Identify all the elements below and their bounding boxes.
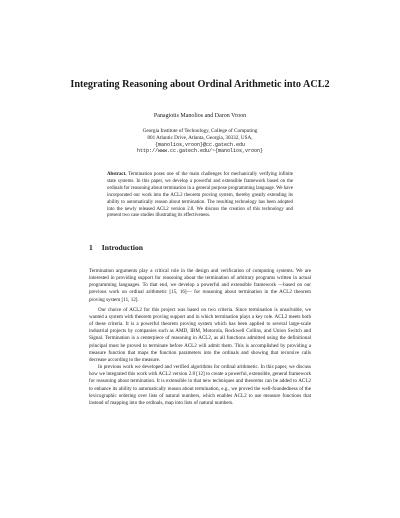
section-body bbox=[89, 265, 311, 407]
paper-authors: Panagiotis Manolios and Daron Vroon bbox=[153, 113, 247, 119]
body-paragraph-2: Our choice of ACL2 for this project was based on two criteria. Since termination is unsolvable, we wanted a system with theorem proving support and in which termination plays a key role. ACL2 meets both of these criteria. It is a powerful theorem proving system which has been applied to several large-scale industrial projects by companies such as AMD, IBM, Motorola, Rockwell Collins, and Union Switch and Signal. Termination is a centerpiece of reasoning in ACL2, as all functions admitted using the definitional principal must be proved to terminate before ACL2 will admit them. This is accomplished by providing a measure function that maps the function parameters into the ordinals and showing that recursive calls decrease according to the measure. bbox=[89, 306, 311, 363]
affiliation-address: 801 Atlantic Drive, Atlanta, Georgia, 30332, USA, bbox=[147, 134, 253, 141]
abstract-text: Termination poses one of the main challenges for mechanically verifying infinite state systems. In this paper, we develop a powerful and extensible framework based on the ordinals for reasoning about termination in a general purpose programming language. We have incorporated our work into the ACL2 theorem proving system, thereby greatly extending its ability to automatically reason about termination. The resulting technology has been adopted into the newly released ACL2 version 2.8. We discuss the creation of this technology and present two case studies illustrating its effectiveness. bbox=[107, 172, 294, 219]
body-paragraph-1: Termination arguments play a critical role in the design and verification of computing systems. We are interested in providing support for reasoning about the termination of arbitrary programs written in actual programming languages. To that end, we develop a powerful and extensible framework —based on our previous work on ordinal arithmetic [15, 16]— for reasoning about termination in the ACL2 theorem proving system [11, 12]. bbox=[89, 268, 311, 303]
abstract-label: Abstract. bbox=[107, 172, 127, 177]
author-affiliation bbox=[60, 128, 340, 155]
affiliation-emails: {manolios,vroon}@cc.gatech.edu bbox=[154, 141, 245, 148]
affiliation-institution: Georgia Institute of Technology, College of Computing bbox=[142, 128, 258, 134]
abstract bbox=[107, 172, 293, 220]
section-title: Introduction bbox=[101, 243, 144, 252]
section-heading bbox=[89, 243, 143, 252]
paper-title: Integrating Reasoning about Ordinal Arithmetic into ACL2 bbox=[70, 79, 330, 90]
section-number: 1 bbox=[89, 243, 93, 252]
body-paragraph-3: In previous work we developed and verified algorithms for ordinal arithmetic. In this paper, we discuss how we integrated this work with ACL2 version 2.8 [12] to create a powerful, extensible, general framework for reasoning about termination. It is extensible in that new techniques and theorems can be added to ACL2 to enhance its ability to automatically reason about termination, e.g., we proved the well-foundedness of the lexicographic ordering over lists of natural numbers, which enables ACL2 to use measure functions that instead of mapping into the ordinals, map into lists of natural numbers. bbox=[89, 364, 311, 406]
affiliation-url: http://www.cc.gatech.edu/~{manolios,vroon} bbox=[136, 148, 264, 155]
